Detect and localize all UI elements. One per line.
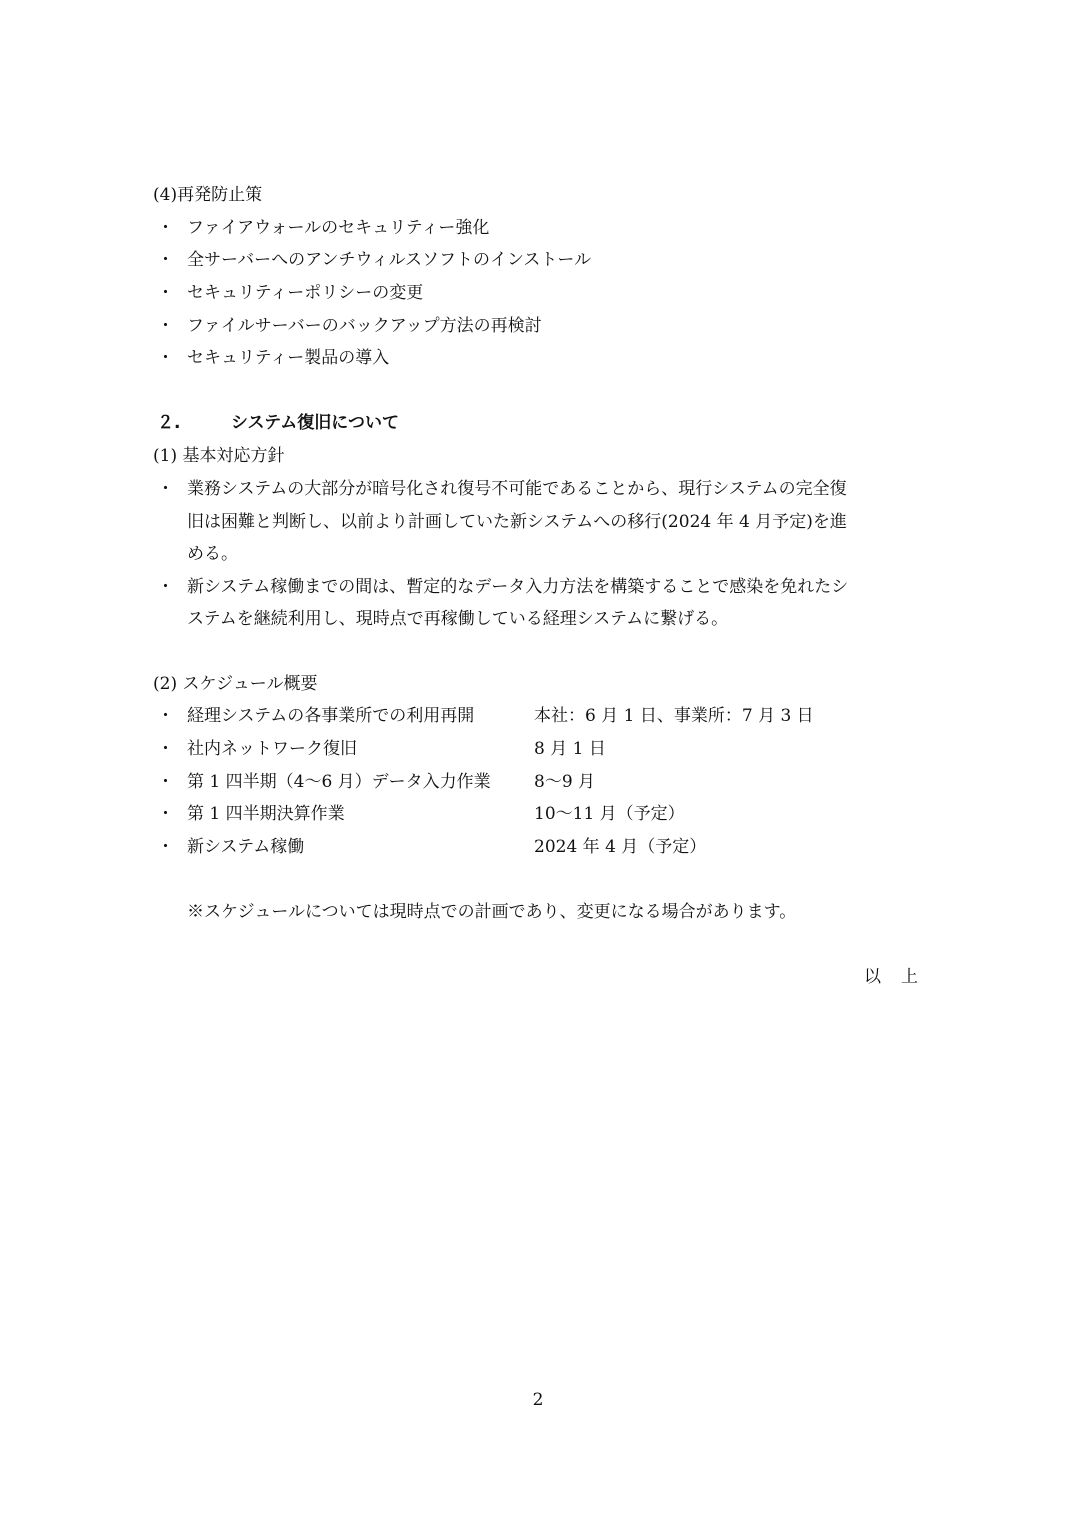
list-item [153,248,591,272]
schedule-row [153,737,606,761]
section4-heading: (4)再発防止策 [153,185,263,205]
list-item-text: ファイアウォールのセキュリティー強化 [187,218,490,238]
chapter-number: ２. [157,413,181,433]
schedule-row [153,802,685,826]
schedule-label: 第 1 四半期（4～6 月）データ入力作業 [187,772,491,792]
schedule-row [153,770,595,794]
paragraph-line: める。 [187,544,238,564]
list-item-text: 全サーバーへのアンチウィルスソフトのインストール [187,250,592,270]
bullet-mark: ・ [157,348,174,368]
chapter2-heading [157,411,399,435]
bullet-mark: ・ [157,772,174,792]
bullet-mark: ・ [157,706,174,726]
bullet-mark: ・ [157,739,174,759]
schedule-label: 経理システムの各事業所での利用再開 [187,706,475,726]
paragraph-line: 新システム稼働までの間は、暫定的なデータ入力方法を構築することで感染を免れたシ [187,577,849,597]
schedule-label: 新システム稼働 [187,837,305,857]
list-item [153,314,542,338]
list-item-text: セキュリティー製品の導入 [187,348,390,368]
list-item [153,216,489,240]
schedule-heading: (2) スケジュール概要 [153,674,318,694]
schedule-note: ※スケジュールについては現時点での計画であり、変更になる場合があります。 [187,902,797,922]
schedule-row [153,704,814,728]
bullet-mark: ・ [157,250,174,270]
chapter-title: システム復旧について [231,413,399,433]
list-item [153,477,847,501]
list-item-text: セキュリティーポリシーの変更 [187,283,424,303]
schedule-value: 8 月 1 日 [534,739,606,759]
policy-heading: (1) 基本対応方針 [153,446,285,466]
schedule-label: 社内ネットワーク復旧 [187,739,357,759]
closing-mark: 以上 [864,967,938,987]
paragraph-line: ステムを継続利用し、現時点で再稼働している経理システムに繋げる。 [187,609,729,629]
schedule-value: 2024 年 4 月（予定） [534,837,707,857]
bullet-mark: ・ [157,218,174,238]
page-number: 2 [532,1390,544,1410]
schedule-label: 第 1 四半期決算作業 [187,804,345,824]
schedule-value: 8～9 月 [534,772,596,792]
list-item [153,346,389,370]
schedule-value: 本社：6 月 1 日、事業所：7 月 3 日 [534,706,814,726]
schedule-row [153,835,706,859]
list-item [153,281,423,305]
bullet-mark: ・ [157,479,174,499]
list-item [153,575,848,599]
paragraph-line: 旧は困難と判断し、以前より計画していた新システムへの移行(2024 年 4 月予定)を進 [187,512,847,532]
list-item-text: ファイルサーバーのバックアップ方法の再検討 [187,316,542,336]
bullet-mark: ・ [157,837,174,857]
bullet-mark: ・ [157,316,174,336]
schedule-value: 10～11 月（予定） [534,804,685,824]
bullet-mark: ・ [157,804,174,824]
paragraph-line: 業務システムの大部分が暗号化され復号不可能であることから、現行システムの完全復 [187,479,847,499]
bullet-mark: ・ [157,283,174,303]
bullet-mark: ・ [157,577,174,597]
